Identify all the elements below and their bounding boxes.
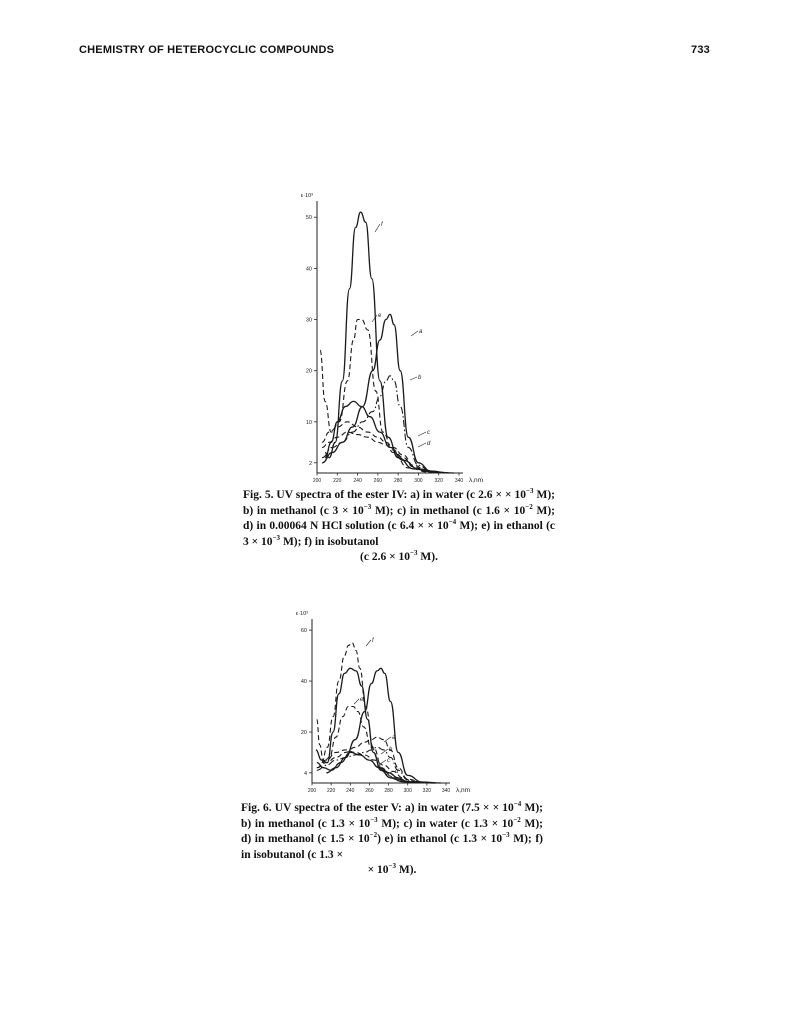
fig6-y-tick-label: 4 xyxy=(303,770,307,777)
figure-6-chart xyxy=(288,605,498,797)
fig6-y-tick-label: 60 xyxy=(300,628,307,635)
caption-exponent: −3 xyxy=(526,487,534,495)
fig6-x-tick-label: 300 xyxy=(403,788,412,794)
caption-exponent: −3 xyxy=(502,831,510,839)
fig6-curve-label: a xyxy=(392,735,396,741)
fig5-y-tick-label: 30 xyxy=(305,317,312,324)
caption-exponent: −2 xyxy=(369,831,378,839)
fig5-x-tick-label: 240 xyxy=(353,478,362,484)
fig5-y-tick-label: 50 xyxy=(305,215,312,222)
fig6-curve-c xyxy=(317,750,427,783)
fig5-label-leader xyxy=(372,315,377,322)
fig5-y-tick-label: 40 xyxy=(305,266,312,273)
fig5-label-leader xyxy=(375,224,380,232)
caption-exponent: −2 xyxy=(513,815,521,824)
fig5-curve-a xyxy=(322,314,449,473)
fig5-x-tick-label: 320 xyxy=(434,478,443,484)
fig6-curve-label: d xyxy=(395,769,399,775)
fig6-curve xyxy=(326,668,441,783)
caption-text: (c 2.6 × 10 xyxy=(360,551,411,563)
fig5-x-tick-label: 200 xyxy=(312,478,322,484)
fig6-x-tick-label: 340 xyxy=(441,788,451,794)
figure-6-caption xyxy=(241,801,543,879)
caption-last-line xyxy=(243,550,555,566)
fig5-y-tick-label: 20 xyxy=(305,368,312,375)
figure-5-caption xyxy=(243,488,555,566)
fig5-curve-label: c xyxy=(427,430,430,436)
fig5-x-tick-label: 340 xyxy=(454,478,464,484)
fig5-y-tick-label: 2 xyxy=(308,460,312,467)
fig5-x-tick-label: 300 xyxy=(414,478,423,484)
fig6-curve-label: b xyxy=(389,747,393,753)
caption-text: M); e) in ethanol (c 3 × 10 xyxy=(243,520,555,548)
caption-text: M); b) in methanol (c 1.3 × 10 xyxy=(241,802,543,830)
fig6-curve-d xyxy=(317,752,427,782)
caption-text: M); c) in methanol (c 1.6 × 10 xyxy=(371,504,526,517)
caption-text: M); f) in isobutanol (c 1.3 × xyxy=(241,833,543,861)
fig6-x-tick-label: 220 xyxy=(326,788,336,794)
fig5-y-axis-label: ε·10³ xyxy=(300,193,313,199)
caption-exponent: −3 xyxy=(410,549,418,557)
figure-5 xyxy=(295,192,495,489)
fig6-curve-label: e xyxy=(360,697,364,703)
fig5-curve-label: a xyxy=(419,329,423,335)
fig6-x-tick-label: 280 xyxy=(384,788,393,794)
fig5-x-tick-label: 220 xyxy=(333,478,342,484)
caption-text: M); f) in isobutanol xyxy=(280,535,379,548)
fig6-label-leader xyxy=(366,640,371,646)
caption-exponent: −3 xyxy=(363,502,372,511)
fig5-label-leader xyxy=(411,331,418,336)
caption-exponent: −4 xyxy=(448,518,457,526)
fig6-curve-label: f xyxy=(372,638,374,644)
caption-exponent: −3 xyxy=(370,815,378,824)
fig5-curve-label: e xyxy=(378,313,382,319)
caption-text: M); d) in 0.00064 N HCl solution (c 6.4 × × 10 xyxy=(243,504,555,532)
caption-exponent: −4 xyxy=(513,800,522,808)
caption-exponent: −3 xyxy=(272,533,281,542)
fig6-curve-label: c xyxy=(387,758,390,764)
caption-text: UV spectra of the ester V: a) in water (7.5 × × 10 xyxy=(271,802,514,814)
journal-title: CHEMISTRY OF HETEROCYCLIC COMPOUNDS xyxy=(79,44,335,56)
fig6-y-tick-label: 40 xyxy=(300,679,307,686)
fig5-x-tick-label: 260 xyxy=(373,478,383,484)
caption-text: ) e) in ethanol (c 1.3 × 10 xyxy=(377,833,503,845)
caption-text: M); b) in methanol (c 3 × 10 xyxy=(243,489,555,517)
caption-text: M); d) in methanol (c 1.5 × 10 xyxy=(241,817,543,845)
fig5-curve-d xyxy=(322,432,449,473)
caption-text: M). xyxy=(396,864,417,876)
fig5-curve-label: f xyxy=(381,222,383,228)
caption-exponent: −2 xyxy=(525,502,533,511)
fig6-x-tick-label: 260 xyxy=(365,788,374,794)
fig5-y-tick-label: 10 xyxy=(305,419,312,426)
caption-exponent: −3 xyxy=(388,862,396,870)
running-head xyxy=(79,44,710,56)
figure-6-caption-label: Fig. 6. xyxy=(241,802,272,814)
figure-5-caption-label: Fig. 5. xyxy=(243,489,274,501)
page-number: 733 xyxy=(691,44,710,56)
fig6-x-tick-label: 240 xyxy=(346,788,355,794)
fig6-x-tick-label: 200 xyxy=(307,788,317,794)
fig6-label-leader xyxy=(384,737,391,742)
fig5-label-leader xyxy=(418,432,426,436)
fig6-x-tick-label: 320 xyxy=(422,788,432,794)
figure-6 xyxy=(288,605,498,802)
fig5-x-tick-label: 280 xyxy=(393,478,403,484)
fig6-y-tick-label: 20 xyxy=(300,730,307,737)
fig6-y-axis-label: ε·10³ xyxy=(295,611,308,617)
caption-last-line xyxy=(241,863,543,879)
fig5-curve-f xyxy=(325,212,454,473)
fig5-curve-label: b xyxy=(418,375,422,381)
fig5-label-leader xyxy=(418,443,426,447)
figure-5-chart xyxy=(295,192,495,484)
fig6-label-leader xyxy=(379,760,386,765)
caption-text: UV spectra of the ester IV: a) in water (c 2.6 × × 10 xyxy=(273,489,526,501)
caption-text: M). xyxy=(417,551,438,563)
fig5-curve-label: d xyxy=(427,441,431,447)
fig6-label-leader xyxy=(354,699,359,704)
caption-text: × 10 xyxy=(367,864,389,876)
fig5-curve xyxy=(325,401,439,472)
caption-text: M); c) in water (c 1.3 × 10 xyxy=(377,817,514,830)
fig5-label-leader xyxy=(410,377,417,380)
fig6-curve-b xyxy=(317,747,422,782)
fig6-x-axis-label: λ,nm xyxy=(456,787,471,794)
fig5-x-axis-label: λ,nm xyxy=(469,477,484,484)
